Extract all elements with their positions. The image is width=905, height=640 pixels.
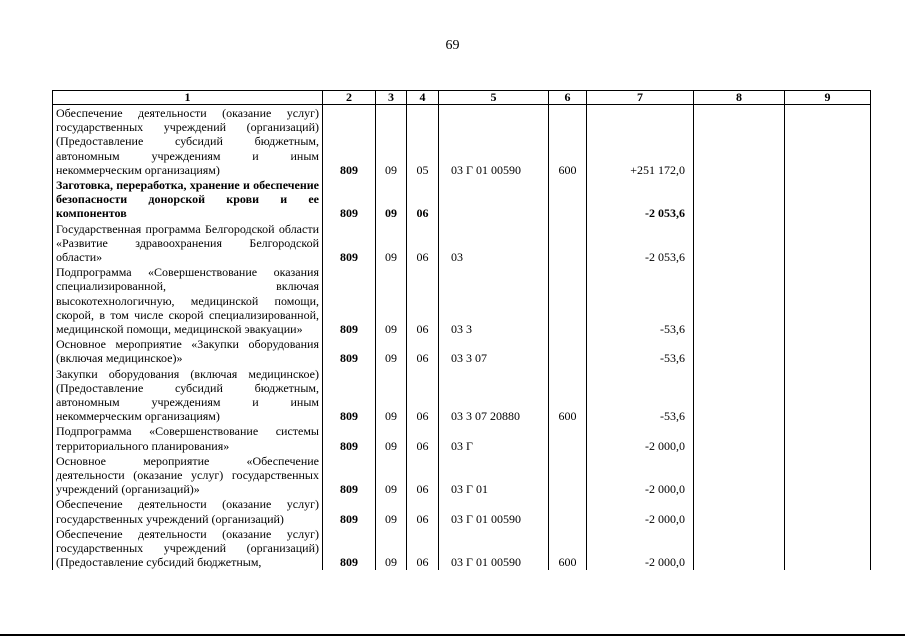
column-8-cell <box>694 264 785 336</box>
expense-type-cell <box>549 453 587 497</box>
section-cell: 09 <box>376 336 407 365</box>
amount-cell: -2 000,0 <box>587 423 694 452</box>
target-article-cell: 03 Г 01 00590 <box>439 105 549 178</box>
table-row <box>53 221 871 265</box>
target-article-cell <box>439 177 549 221</box>
subsection-cell: 06 <box>407 221 439 265</box>
subsection-cell: 06 <box>407 526 439 570</box>
ved-code-cell: 809 <box>323 105 376 178</box>
expense-type-cell: 600 <box>549 366 587 424</box>
target-article-cell: 03 3 <box>439 264 549 336</box>
column-8-cell <box>694 526 785 570</box>
amount-cell: -53,6 <box>587 366 694 424</box>
row-name-cell: Обеспечение деятельности (оказание услуг) государственных учреждений (организаций) <box>53 496 323 525</box>
ved-code-cell: 809 <box>323 423 376 452</box>
section-cell: 09 <box>376 526 407 570</box>
column-9-cell <box>785 264 871 336</box>
table-row <box>53 105 871 178</box>
bottom-rule <box>0 634 905 636</box>
expense-type-cell <box>549 221 587 265</box>
section-cell: 09 <box>376 221 407 265</box>
expense-type-cell <box>549 423 587 452</box>
amount-cell: -2 000,0 <box>587 453 694 497</box>
subsection-cell: 06 <box>407 177 439 221</box>
amount-cell: -2 000,0 <box>587 526 694 570</box>
subsection-cell: 05 <box>407 105 439 178</box>
subsection-cell: 06 <box>407 366 439 424</box>
row-name-cell: Обеспечение деятельности (оказание услуг) государственных учреждений (организаций) (Предоставление субсидий бюджетным, автономным учреждениям и иным некоммерческим организациям) <box>53 105 323 178</box>
column-8-cell <box>694 336 785 365</box>
row-name-cell: Государственная программа Белгородской области «Развитие здравоохранения Белгородской области» <box>53 221 323 265</box>
table-row <box>53 366 871 424</box>
column-9-cell <box>785 366 871 424</box>
column-header: 7 <box>587 91 694 105</box>
column-9-cell <box>785 453 871 497</box>
column-header: 8 <box>694 91 785 105</box>
section-cell: 09 <box>376 453 407 497</box>
subsection-cell: 06 <box>407 336 439 365</box>
column-header: 1 <box>53 91 323 105</box>
table-row <box>53 496 871 525</box>
ved-code-cell: 809 <box>323 264 376 336</box>
column-9-cell <box>785 336 871 365</box>
column-9-cell <box>785 221 871 265</box>
table-row <box>53 336 871 365</box>
subsection-cell: 06 <box>407 264 439 336</box>
section-cell: 09 <box>376 366 407 424</box>
column-header: 6 <box>549 91 587 105</box>
column-8-cell <box>694 221 785 265</box>
target-article-cell: 03 <box>439 221 549 265</box>
ved-code-cell: 809 <box>323 526 376 570</box>
column-header: 9 <box>785 91 871 105</box>
row-name-cell: Подпрограмма «Совершенствование оказания специализированной, включая высокотехнологичную, медицинской помощи, скорой, в том числе скорой специализированной, медицинской помощи, медицинской эвакуации» <box>53 264 323 336</box>
ved-code-cell: 809 <box>323 336 376 365</box>
budget-table <box>52 90 871 570</box>
section-cell: 09 <box>376 264 407 336</box>
row-name-cell: Подпрограмма «Совершенствование системы территориального планирования» <box>53 423 323 452</box>
column-8-cell <box>694 453 785 497</box>
page-number: 69 <box>445 38 460 53</box>
column-8-cell <box>694 496 785 525</box>
table-header-row <box>53 91 871 105</box>
column-9-cell <box>785 423 871 452</box>
column-9-cell <box>785 105 871 178</box>
column-header: 2 <box>323 91 376 105</box>
row-name-cell: Обеспечение деятельности (оказание услуг) государственных учреждений (организаций) (Предоставление субсидий бюджетным, <box>53 526 323 570</box>
target-article-cell: 03 Г 01 00590 <box>439 496 549 525</box>
table-row <box>53 264 871 336</box>
column-header: 5 <box>439 91 549 105</box>
target-article-cell: 03 Г 01 <box>439 453 549 497</box>
column-9-cell <box>785 177 871 221</box>
target-article-cell: 03 Г <box>439 423 549 452</box>
table-row <box>53 526 871 570</box>
table-row <box>53 177 871 221</box>
amount-cell: -2 053,6 <box>587 221 694 265</box>
amount-cell: -2 053,6 <box>587 177 694 221</box>
table-row <box>53 453 871 497</box>
amount-cell: -53,6 <box>587 336 694 365</box>
row-name-cell: Закупки оборудования (включая медицинское) (Предоставление субсидий бюджетным, автономным учреждениям и иным некоммерческим организациям) <box>53 366 323 424</box>
amount-cell: +251 172,0 <box>587 105 694 178</box>
column-9-cell <box>785 496 871 525</box>
expense-type-cell: 600 <box>549 526 587 570</box>
row-name-cell: Заготовка, переработка, хранение и обеспечение безопасности донорской крови и ее компонентов <box>53 177 323 221</box>
amount-cell: -53,6 <box>587 264 694 336</box>
subsection-cell: 06 <box>407 496 439 525</box>
expense-type-cell <box>549 177 587 221</box>
ved-code-cell: 809 <box>323 496 376 525</box>
column-8-cell <box>694 177 785 221</box>
column-8-cell <box>694 423 785 452</box>
column-8-cell <box>694 105 785 178</box>
column-9-cell <box>785 526 871 570</box>
column-8-cell <box>694 366 785 424</box>
ved-code-cell: 809 <box>323 453 376 497</box>
row-name-cell: Основное мероприятие «Закупки оборудования (включая медицинское)» <box>53 336 323 365</box>
section-cell: 09 <box>376 105 407 178</box>
expense-type-cell <box>549 496 587 525</box>
expense-type-cell <box>549 264 587 336</box>
target-article-cell: 03 3 07 <box>439 336 549 365</box>
expense-type-cell <box>549 336 587 365</box>
section-cell: 09 <box>376 177 407 221</box>
ved-code-cell: 809 <box>323 177 376 221</box>
ved-code-cell: 809 <box>323 366 376 424</box>
expense-type-cell: 600 <box>549 105 587 178</box>
column-header: 4 <box>407 91 439 105</box>
row-name-cell: Основное мероприятие «Обеспечение деятельности (оказание услуг) государственных учреждений (организаций)» <box>53 453 323 497</box>
subsection-cell: 06 <box>407 453 439 497</box>
table-body <box>53 105 871 570</box>
subsection-cell: 06 <box>407 423 439 452</box>
ved-code-cell: 809 <box>323 221 376 265</box>
amount-cell: -2 000,0 <box>587 496 694 525</box>
section-cell: 09 <box>376 496 407 525</box>
section-cell: 09 <box>376 423 407 452</box>
table-row <box>53 423 871 452</box>
target-article-cell: 03 Г 01 00590 <box>439 526 549 570</box>
target-article-cell: 03 3 07 20880 <box>439 366 549 424</box>
column-header: 3 <box>376 91 407 105</box>
